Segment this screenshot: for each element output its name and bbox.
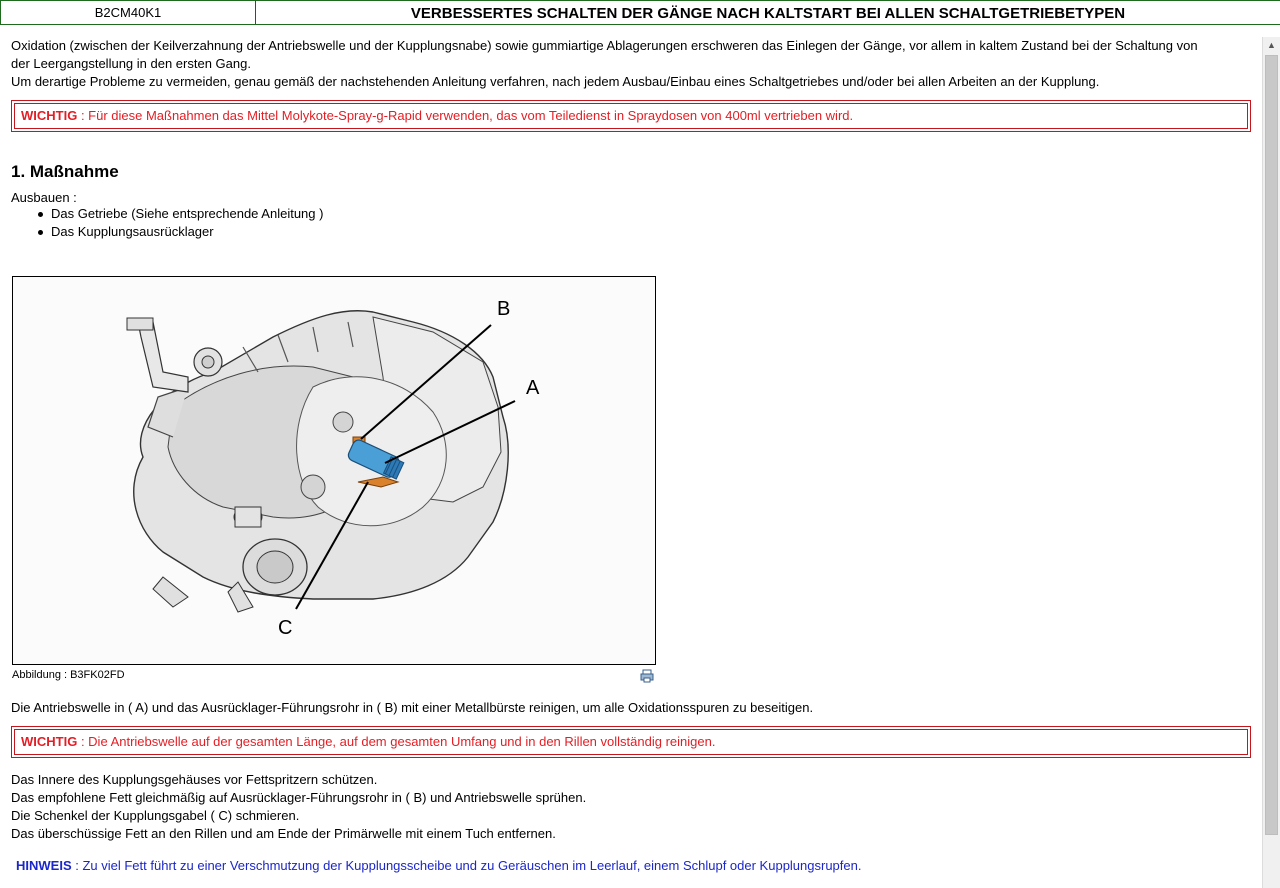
step-protect: Das Innere des Kupplungsgehäuses vor Fettspritzern schützen. xyxy=(11,772,378,787)
warning-label: WICHTIG xyxy=(21,734,78,749)
intro-line-1: Oxidation (zwischen der Keilverzahnung der Antriebswelle und der Kupplungsnabe) sowie gummiartige Ablagerungen erschweren das Einlegen der Gänge, vor allem in kaltem Zustand bei der Schaltung von xyxy=(11,38,1198,53)
document-header xyxy=(0,0,1280,25)
step-lubricate-fork: Die Schenkel der Kupplungsgabel ( C) schmieren. xyxy=(11,808,300,823)
intro-line-3: Um derartige Probleme zu vermeiden, genau gemäß der nachstehenden Anleitung verfahren, nach jedem Ausbau/Einbau eines Schaltgetriebes und/oder bei allen Arbeiten an der Kupplung. xyxy=(11,74,1100,89)
warning-label: WICHTIG xyxy=(21,108,78,123)
print-icon[interactable] xyxy=(640,669,654,683)
hint-label: HINWEIS xyxy=(16,858,72,873)
remove-label: Ausbauen : xyxy=(11,190,77,205)
warning-text: : Für diese Maßnahmen das Mittel Molykote-Spray-g-Rapid verwenden, das vom Teiledienst in Spraydosen von 400ml vertrieben wird. xyxy=(77,108,854,123)
vertical-scrollbar[interactable] xyxy=(1262,37,1280,888)
list-item: Das Getriebe (Siehe entsprechende Anleitung ) xyxy=(11,205,323,223)
label-c: C xyxy=(278,617,293,639)
remove-list xyxy=(11,205,323,241)
section-heading: 1. Maßnahme xyxy=(11,162,119,181)
document-body xyxy=(0,26,1262,888)
gearbox-illustration xyxy=(12,276,656,665)
label-b: B xyxy=(497,298,511,320)
warning-text: : Die Antriebswelle auf der gesamten Länge, auf dem gesamten Umfang und in den Rillen vollständig reinigen. xyxy=(77,734,716,749)
list-item: Das Kupplungsausrücklager xyxy=(11,223,323,241)
warning-box-2 xyxy=(11,726,1251,758)
step-wipe: Das überschüssige Fett an den Rillen und am Ende der Primärwelle mit einem Tuch entfernen. xyxy=(11,826,556,841)
step-clean: Die Antriebswelle in ( A) und das Ausrücklager-Führungsrohr in ( B) mit einer Metallbürste reinigen, um alle Oxidationsspuren zu beseitigen. xyxy=(11,700,814,715)
gearbox-drawing xyxy=(13,277,655,664)
figure-caption: Abbildung : B3FK02FD xyxy=(12,669,125,681)
intro-line-2: der Leergangstellung in den ersten Gang. xyxy=(11,56,251,71)
document-code: B2CM40K1 xyxy=(0,0,256,24)
hint-text: : Zu viel Fett führt zu einer Verschmutzung der Kupplungsscheibe und zu Geräuschen im Leerlauf, einem Schlupf oder Kupplungsrupfen. xyxy=(71,858,862,873)
document-title: VERBESSERTES SCHALTEN DER GÄNGE NACH KALTSTART BEI ALLEN SCHALTGETRIEBETYPEN xyxy=(256,0,1280,25)
label-a: A xyxy=(526,377,540,399)
step-spray: Das empfohlene Fett gleichmäßig auf Ausrücklager-Führungsrohr in ( B) und Antriebswelle sprühen. xyxy=(11,790,587,805)
warning-box-1 xyxy=(11,100,1251,132)
hint-note xyxy=(16,857,861,875)
scrollbar-thumb[interactable] xyxy=(1265,55,1278,835)
scroll-up-arrow-icon[interactable]: ▲ xyxy=(1267,40,1276,50)
